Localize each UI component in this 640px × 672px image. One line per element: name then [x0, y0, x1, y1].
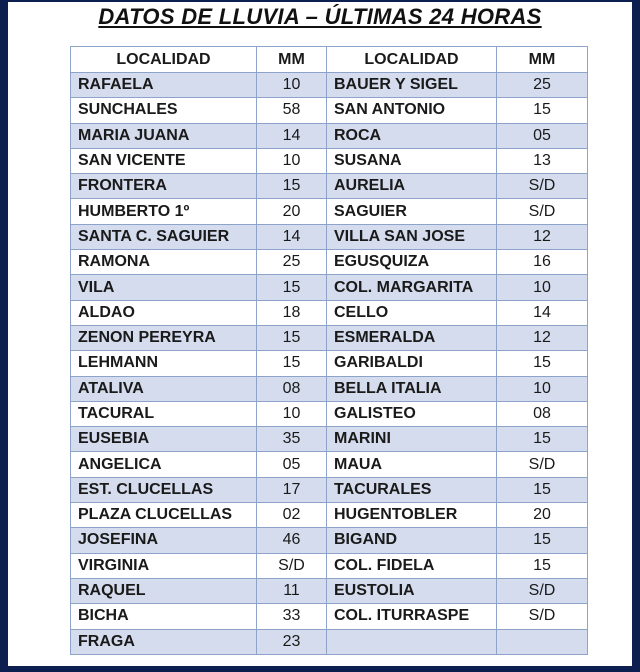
table-row [71, 98, 588, 123]
mm-cell: 12 [497, 325, 588, 350]
mm-cell: S/D [497, 174, 588, 199]
mm-cell: 46 [257, 528, 327, 553]
localidad-cell: ATALIVA [71, 376, 257, 401]
localidad-cell: RAQUEL [71, 578, 257, 603]
page-title: DATOS DE LLUVIA – ÚLTIMAS 24 HORAS [98, 4, 542, 29]
localidad-cell: VIRGINIA [71, 553, 257, 578]
localidad-cell: TACURALES [327, 477, 497, 502]
mm-cell: 15 [497, 553, 588, 578]
localidad-cell: GALISTEO [327, 401, 497, 426]
localidad-cell: RAFAELA [71, 73, 257, 98]
localidad-cell: BELLA ITALIA [327, 376, 497, 401]
mm-cell: 14 [497, 300, 588, 325]
localidad-cell: EGUSQUIZA [327, 250, 497, 275]
mm-cell: 10 [497, 275, 588, 300]
table-row [71, 452, 588, 477]
localidad-cell: COL. ITURRASPE [327, 604, 497, 629]
header-localidad-left: LOCALIDAD [71, 47, 257, 73]
localidad-cell: HUMBERTO 1º [71, 199, 257, 224]
table-row [71, 174, 588, 199]
table-row [71, 578, 588, 603]
localidad-cell: ESMERALDA [327, 325, 497, 350]
localidad-cell: RAMONA [71, 250, 257, 275]
table-row [71, 199, 588, 224]
localidad-cell: PLAZA CLUCELLAS [71, 503, 257, 528]
table-row [71, 629, 588, 654]
table-row [71, 553, 588, 578]
localidad-cell: EUSTOLIA [327, 578, 497, 603]
mm-cell: 33 [257, 604, 327, 629]
mm-cell: 15 [497, 528, 588, 553]
table-row [71, 275, 588, 300]
table-row [71, 300, 588, 325]
localidad-cell: SUSANA [327, 148, 497, 173]
localidad-cell: BAUER Y SIGEL [327, 73, 497, 98]
localidad-cell: SANTA C. SAGUIER [71, 224, 257, 249]
mm-cell: 20 [497, 503, 588, 528]
mm-cell: 10 [257, 401, 327, 426]
table-header-row [71, 47, 588, 73]
localidad-cell: ALDAO [71, 300, 257, 325]
table-row [71, 351, 588, 376]
localidad-cell: LEHMANN [71, 351, 257, 376]
mm-cell: S/D [497, 452, 588, 477]
mm-cell: 18 [257, 300, 327, 325]
mm-cell: 15 [257, 325, 327, 350]
localidad-cell [327, 629, 497, 654]
mm-cell: 15 [497, 427, 588, 452]
header-mm-left: MM [257, 47, 327, 73]
mm-cell: 05 [257, 452, 327, 477]
mm-cell: 11 [257, 578, 327, 603]
mm-cell: 15 [257, 275, 327, 300]
localidad-cell: TACURAL [71, 401, 257, 426]
localidad-cell: BIGAND [327, 528, 497, 553]
mm-cell: 14 [257, 224, 327, 249]
localidad-cell: COL. MARGARITA [327, 275, 497, 300]
localidad-cell: ZENON PEREYRA [71, 325, 257, 350]
header-localidad-right: LOCALIDAD [327, 47, 497, 73]
table-row [71, 604, 588, 629]
mm-cell: S/D [497, 199, 588, 224]
table-row [71, 503, 588, 528]
localidad-cell: VILLA SAN JOSE [327, 224, 497, 249]
mm-cell: S/D [497, 604, 588, 629]
localidad-cell: MARIA JUANA [71, 123, 257, 148]
localidad-cell: ROCA [327, 123, 497, 148]
table-row [71, 73, 588, 98]
localidad-cell: SAN ANTONIO [327, 98, 497, 123]
mm-cell: 17 [257, 477, 327, 502]
mm-cell: 13 [497, 148, 588, 173]
mm-cell: 02 [257, 503, 327, 528]
mm-cell: 15 [497, 477, 588, 502]
localidad-cell: CELLO [327, 300, 497, 325]
localidad-cell: BICHA [71, 604, 257, 629]
localidad-cell: MAUA [327, 452, 497, 477]
localidad-cell: COL. FIDELA [327, 553, 497, 578]
localidad-cell: AURELIA [327, 174, 497, 199]
localidad-cell: EST. CLUCELLAS [71, 477, 257, 502]
mm-cell: 20 [257, 199, 327, 224]
rainfall-table [70, 46, 588, 655]
table-row [71, 477, 588, 502]
mm-cell: 08 [257, 376, 327, 401]
mm-cell: S/D [257, 553, 327, 578]
table-row [71, 148, 588, 173]
localidad-cell: EUSEBIA [71, 427, 257, 452]
mm-cell: 16 [497, 250, 588, 275]
localidad-cell: VILA [71, 275, 257, 300]
table-row [71, 401, 588, 426]
mm-cell: 58 [257, 98, 327, 123]
localidad-cell: ANGELICA [71, 452, 257, 477]
localidad-cell: JOSEFINA [71, 528, 257, 553]
table-row [71, 528, 588, 553]
mm-cell: 15 [497, 351, 588, 376]
localidad-cell: FRAGA [71, 629, 257, 654]
table-row [71, 250, 588, 275]
mm-cell: 35 [257, 427, 327, 452]
localidad-cell: GARIBALDI [327, 351, 497, 376]
table-row [71, 123, 588, 148]
mm-cell: 25 [257, 250, 327, 275]
localidad-cell: SUNCHALES [71, 98, 257, 123]
mm-cell: 25 [497, 73, 588, 98]
localidad-cell: FRONTERA [71, 174, 257, 199]
table-row [71, 325, 588, 350]
header-mm-right: MM [497, 47, 588, 73]
localidad-cell: SAN VICENTE [71, 148, 257, 173]
mm-cell: 10 [497, 376, 588, 401]
mm-cell: S/D [497, 578, 588, 603]
mm-cell: 12 [497, 224, 588, 249]
localidad-cell: MARINI [327, 427, 497, 452]
mm-cell: 23 [257, 629, 327, 654]
table-row [71, 427, 588, 452]
localidad-cell: SAGUIER [327, 199, 497, 224]
mm-cell: 15 [257, 174, 327, 199]
table-row [71, 376, 588, 401]
mm-cell [497, 629, 588, 654]
mm-cell: 15 [497, 98, 588, 123]
localidad-cell: HUGENTOBLER [327, 503, 497, 528]
mm-cell: 14 [257, 123, 327, 148]
table-row [71, 224, 588, 249]
mm-cell: 10 [257, 148, 327, 173]
mm-cell: 08 [497, 401, 588, 426]
mm-cell: 15 [257, 351, 327, 376]
mm-cell: 05 [497, 123, 588, 148]
mm-cell: 10 [257, 73, 327, 98]
